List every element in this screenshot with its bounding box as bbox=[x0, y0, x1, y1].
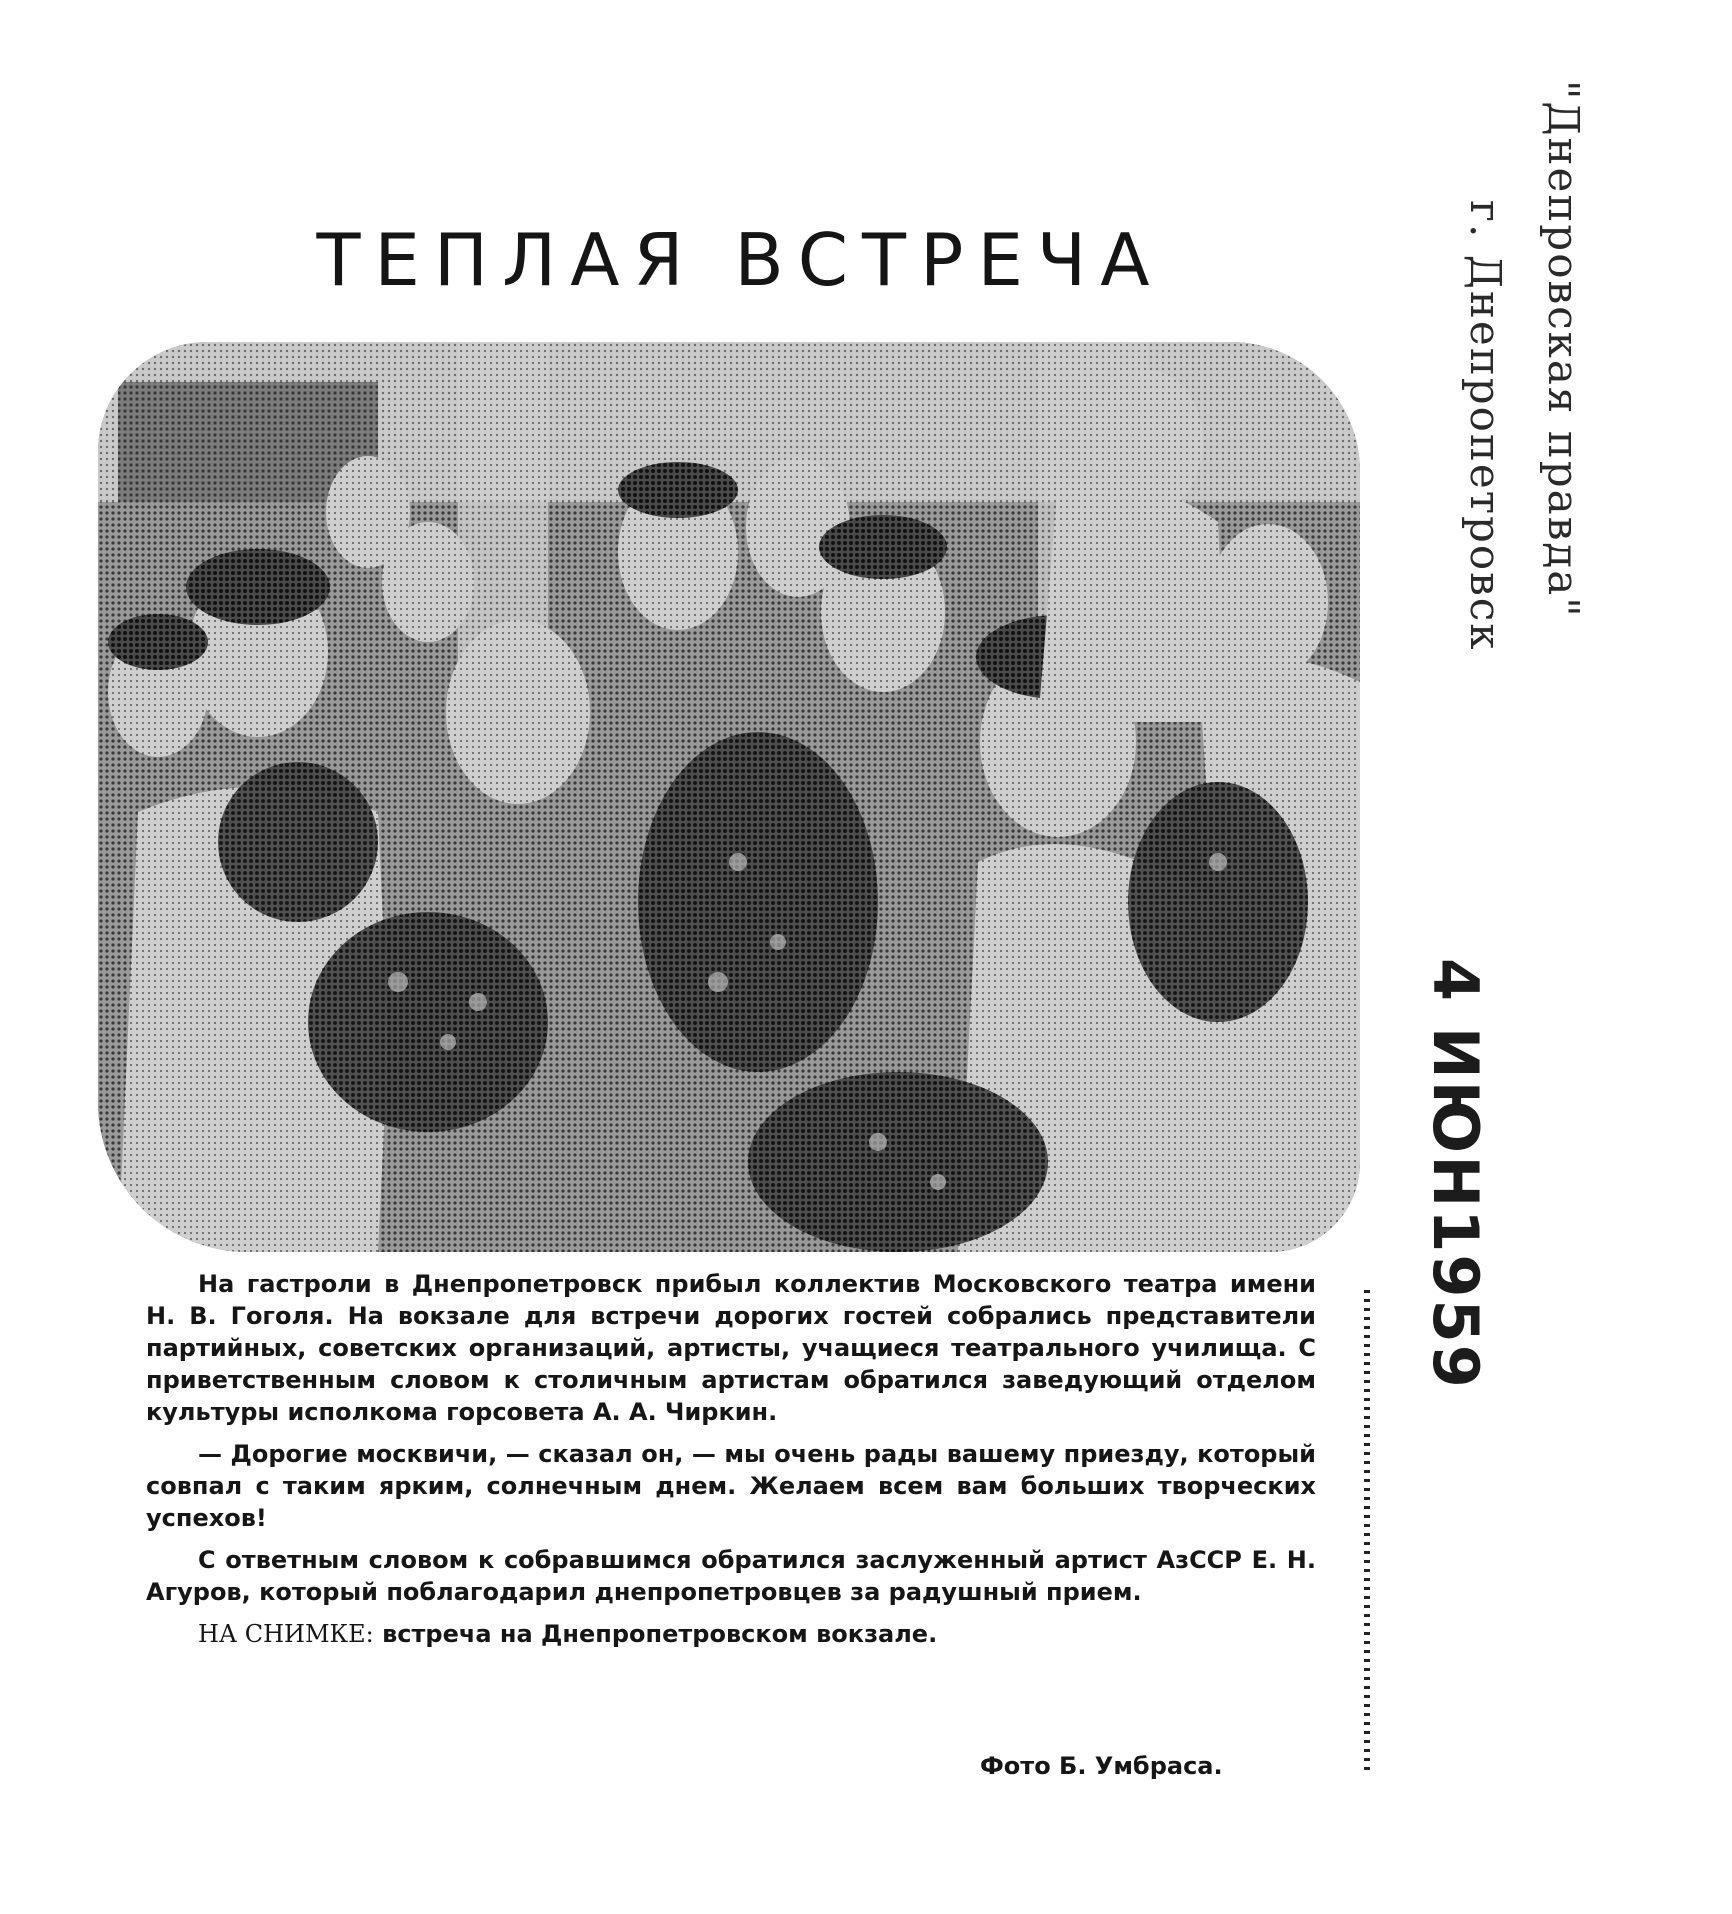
photo-caption bbox=[146, 1618, 1316, 1650]
article-body bbox=[146, 1268, 1316, 1670]
stamp-newspaper-name: "Днепровская правда" bbox=[1539, 80, 1588, 619]
stamp-city: г. Днепропетровск bbox=[1461, 200, 1510, 652]
article-paragraph-1: На гастроли в Днепропетровск прибыл коллектив Московского театра имени Н. В. Гоголя. На вокзале для встречи дорогих гостей собрались представители партийных, советских организаций, артисты, учащиеся театрального училища. С приветственным словом к столичным артистам обратился заведующий отделом культуры исполкома горсовета А. А. Чиркин. bbox=[146, 1270, 1316, 1426]
caption-text: встреча на Днепропетровском вокзале. bbox=[373, 1620, 938, 1648]
caption-label: НА СНИМКЕ: bbox=[198, 1620, 374, 1648]
newspaper-source-stamp bbox=[1448, 70, 1598, 652]
date-stamp: 4 ИЮН1959 bbox=[1419, 958, 1492, 1390]
article-paragraph-2: — Дорогие москвичи, — сказал он, — мы очень рады вашему приезду, который совпал с таким ярким, солнечным днем. Желаем всем вам больших творческих успехов! bbox=[146, 1440, 1316, 1532]
photo-credit: Фото Б. Умбраса. bbox=[980, 1752, 1223, 1780]
dotted-divider bbox=[1360, 1290, 1374, 1770]
article-paragraph-3: С ответным словом к собравшимся обратился заслуженный артист АзССР Е. Н. Агуров, который поблагодарил днепропетровцев за радушный прием. bbox=[146, 1546, 1316, 1606]
news-photo bbox=[98, 342, 1360, 1252]
headline: ТЕПЛАЯ ВСТРЕЧА bbox=[316, 218, 1164, 302]
photo-illustration bbox=[98, 342, 1360, 1252]
